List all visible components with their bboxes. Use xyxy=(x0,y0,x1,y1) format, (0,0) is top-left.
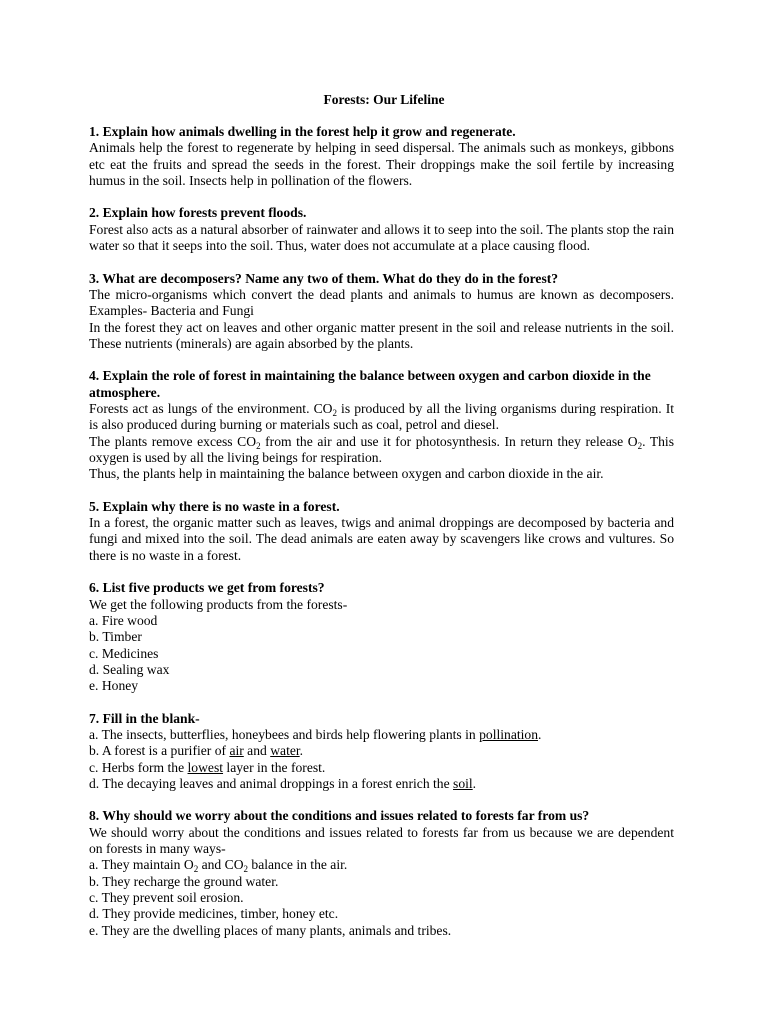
answer-fragment: is produced by all the living organisms during respiration. It is also produced during burning or materials such as coal, petrol and diesel. xyxy=(89,401,674,433)
answer-text: In the forest they act on leaves and other organic matter present in the soil and release nutrients in the soil. These nutrients (minerals) are again absorbed by the plants. xyxy=(89,319,674,351)
list-item xyxy=(89,857,674,873)
answer-fragment: c. Herbs form the xyxy=(89,759,188,775)
blank-answer: lowest xyxy=(187,759,224,775)
list-item: a. Fire wood xyxy=(89,612,158,628)
list-item xyxy=(89,760,674,776)
answer-text: We should worry about the conditions and issues related to forests far from us because we are dependent on forests in many ways- xyxy=(89,824,674,857)
question-heading: 4. Explain the role of forest in maintaining the balance between oxygen and carbon dioxide in the atmosphere. xyxy=(89,368,651,400)
answer-fragment: The plants remove excess CO xyxy=(89,433,257,449)
question-heading: 1. Explain how animals dwelling in the forest help it grow and regenerate. xyxy=(89,124,516,139)
list-item xyxy=(89,776,674,792)
question-heading: 2. Explain how forests prevent floods. xyxy=(89,205,307,221)
question-heading: 8. Why should we worry about the conditions and issues related to forests far from us? xyxy=(89,808,590,824)
answer-fragment: a. They maintain O xyxy=(89,857,194,873)
answer-fragment: . xyxy=(472,775,477,791)
answer-fragment: . This oxygen is used by all the living beings for respiration. xyxy=(89,433,674,465)
answer-text: In a forest, the organic matter such as leaves, twigs and animal droppings are decomposed by bacteria and fungi and mixed into the soil. The dead animals are eaten away by scavengers like crows and vultures. So there is no waste in a forest. xyxy=(89,515,674,563)
answer-text xyxy=(89,434,674,467)
answer-fragment: Forests act as lungs of the environment. CO xyxy=(89,401,333,417)
question-2 xyxy=(89,205,674,254)
list-item xyxy=(89,743,674,759)
blank-answer: air xyxy=(229,743,244,759)
answer-fragment: b. A forest is a purifier of xyxy=(89,743,230,759)
question-4 xyxy=(89,368,674,482)
answer-fragment: balance in the air. xyxy=(248,857,348,873)
subscript: 2 xyxy=(193,864,199,875)
document-body xyxy=(89,124,674,955)
answer-fragment: and xyxy=(243,743,271,759)
answer-text xyxy=(89,401,674,434)
question-heading: 5. Explain why there is no waste in a forest. xyxy=(89,498,340,514)
subscript: 2 xyxy=(256,440,261,451)
list-item xyxy=(89,727,674,743)
blank-answer: water xyxy=(270,743,300,759)
answer-fragment: d. The decaying leaves and animal droppings in a forest enrich the xyxy=(89,775,454,791)
question-8 xyxy=(89,808,674,938)
answer-fragment: . xyxy=(299,743,304,759)
subscript: 2 xyxy=(243,864,249,875)
answer-fragment: and CO xyxy=(198,857,244,873)
question-7 xyxy=(89,711,674,792)
answer-text: Forest also acts as a natural absorber of rainwater and allows it to seep into the soil. The plants stop the rain water so that it seeps into the soil. Thus, water does not accumulate at a place causing flood. xyxy=(89,221,674,254)
list-item: c. Medicines xyxy=(89,645,159,661)
page-title: Forests: Our Lifeline xyxy=(323,92,445,107)
answer-text: Thus, the plants help in maintaining the balance between oxygen and carbon dioxide in the air. xyxy=(89,466,604,482)
question-6 xyxy=(89,580,674,694)
answer-text: We get the following products from the forests- xyxy=(89,596,348,612)
answer-fragment: layer in the forest. xyxy=(223,759,326,775)
answer-fragment: from the air and use it for photosynthesis. In return they release O xyxy=(260,433,638,449)
answer-text: The micro-organisms which convert the dead plants and animals to humus are known as decomposers. Examples- Bacteria and Fungi xyxy=(89,286,674,319)
question-heading: 3. What are decomposers? Name any two of them. What do they do in the forest? xyxy=(89,270,559,286)
list-item: e. Honey xyxy=(89,678,139,694)
blank-answer: pollination xyxy=(479,726,539,742)
list-item: d. They provide medicines, timber, honey etc. xyxy=(89,906,339,922)
question-3 xyxy=(89,271,674,352)
answer-text: Animals help the forest to regenerate by helping in seed dispersal. The animals such as monkeys, gibbons etc eat the fruits and spread the seeds in the forest. Their droppings make the soil fertile by increasing humus in the soil. Insects help in pollination of the flowers. xyxy=(89,140,674,188)
subscript: 2 xyxy=(637,440,643,451)
list-item: c. They prevent soil erosion. xyxy=(89,889,244,905)
question-heading: 6. List five products we get from forests? xyxy=(89,580,325,596)
answer-fragment: a. The insects, butterflies, honeybees and birds help flowering plants in xyxy=(89,726,480,742)
list-item: b. They recharge the ground water. xyxy=(89,873,279,889)
question-5 xyxy=(89,499,674,564)
question-1 xyxy=(89,124,674,189)
subscript: 2 xyxy=(332,408,337,419)
question-heading: 7. Fill in the blank- xyxy=(89,710,200,726)
list-item: b. Timber xyxy=(89,629,142,645)
blank-answer: soil xyxy=(453,775,473,791)
list-item: e. They are the dwelling places of many plants, animals and tribes. xyxy=(89,922,452,938)
list-item: d. Sealing wax xyxy=(89,661,170,677)
answer-fragment: . xyxy=(538,726,542,742)
